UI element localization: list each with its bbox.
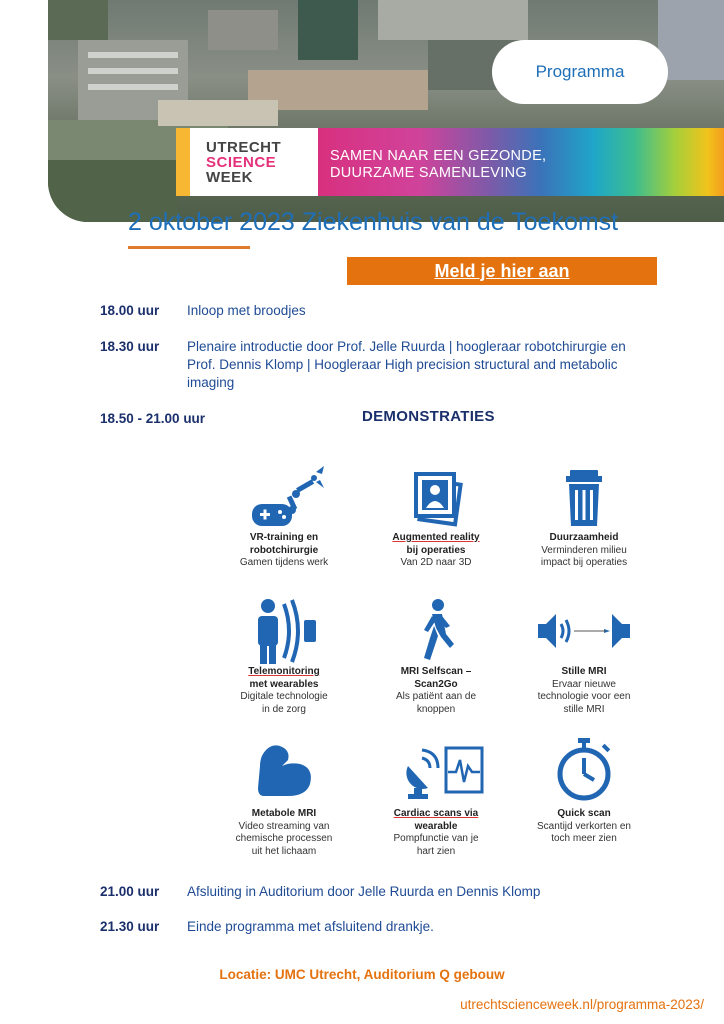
schedule-desc: Einde programma met afsluitend drankje. xyxy=(187,919,434,934)
schedule-time: 21.00 uur xyxy=(100,884,160,899)
robot-arm-gamepad-icon xyxy=(244,464,324,532)
demo-name: Cardiac scans via xyxy=(393,808,479,819)
demo-item xyxy=(366,596,506,716)
demo-item xyxy=(214,464,354,570)
demo-name: wearable xyxy=(414,820,458,832)
schedule-time: 18.30 uur xyxy=(100,339,160,354)
demo-desc: Digitale technologie xyxy=(240,691,328,702)
trash-bin-icon xyxy=(544,464,624,532)
demo-desc: uit het lichaam xyxy=(251,845,317,857)
demo-item xyxy=(514,464,654,570)
page-title: 2 oktober 2023 Ziekenhuis van de Toekomst xyxy=(128,208,619,236)
usw-logo xyxy=(176,128,318,196)
location-text: Locatie: UMC Utrecht, Auditorium Q gebouw xyxy=(219,967,505,982)
demo-desc: technologie voor een xyxy=(537,691,631,702)
demo-name: bij operaties xyxy=(406,544,466,556)
demo-item xyxy=(214,596,354,716)
demo-desc: knoppen xyxy=(416,703,456,715)
programma-badge xyxy=(492,40,668,104)
demo-name: VR-training en xyxy=(249,532,319,543)
demo-name: Augmented reality xyxy=(392,532,480,543)
demo-desc: Van 2D naar 3D xyxy=(400,557,472,568)
demo-name: met wearables xyxy=(249,678,319,690)
demonstraties-heading: DEMONSTRATIES xyxy=(362,408,495,425)
demo-desc: toch meer zien xyxy=(551,833,617,844)
demo-desc: hart zien xyxy=(416,845,456,857)
demo-name: Telemonitoring xyxy=(248,666,320,677)
speaker-to-mute-icon xyxy=(534,596,634,666)
demo-desc: Ervaar nieuwe xyxy=(552,678,616,690)
slogan-line-2: DUURZAME SAMENLEVING xyxy=(330,165,527,181)
demo-desc: Scantijd verkorten en xyxy=(537,820,631,832)
demo-name: Quick scan xyxy=(557,808,611,819)
demo-item xyxy=(514,736,654,846)
demo-desc: chemische processen xyxy=(235,833,333,844)
logo-line-3: WEEK xyxy=(206,168,253,186)
person-signal-phone-icon xyxy=(244,596,324,666)
demo-name: Duurzaamheid xyxy=(549,532,619,543)
demo-name: MRI Selfscan – xyxy=(400,666,472,677)
slogan xyxy=(318,128,724,196)
title-underline xyxy=(128,246,250,249)
demo-item xyxy=(214,736,354,858)
photo-stack-icon xyxy=(396,464,476,532)
schedule-desc: Inloop met broodjes xyxy=(187,303,306,318)
register-link[interactable]: Meld je hier aan xyxy=(347,257,657,285)
demo-desc: impact bij operaties xyxy=(540,557,628,568)
demo-name: robotchirurgie xyxy=(249,544,319,556)
demo-name: Scan2Go xyxy=(414,678,458,690)
demo-name: Metabole MRI xyxy=(251,808,317,819)
schedule-desc: Afsluiting in Auditorium door Jelle Ruurda en Dennis Klomp xyxy=(187,884,541,899)
demo-item xyxy=(514,596,654,716)
schedule-desc: Plenaire introductie door Prof. Jelle Ruurda | hoogleraar robotchirurgie en Prof. Dennis Klomp | Hoogleraar High precision structural and metabolic imaging xyxy=(187,339,626,390)
demo-desc: Als patiënt aan de xyxy=(395,691,477,702)
satellite-heartbeat-icon xyxy=(386,736,486,808)
schedule-time: 18.50 - 21.00 uur xyxy=(100,411,206,426)
slogan-line-1: SAMEN NAAR EEN GEZONDE, xyxy=(330,148,547,164)
logo-line-2: SCIENCE xyxy=(206,153,277,171)
flexed-arm-icon xyxy=(244,736,324,808)
demo-item xyxy=(366,736,506,858)
brand-banner xyxy=(176,128,724,196)
program-url-link[interactable]: utrechtscienceweek.nl/programma-2023/ xyxy=(460,997,704,1012)
programma-label: Programma xyxy=(535,62,625,81)
logo-line-1: UTRECHT xyxy=(206,138,282,156)
schedule-time: 21.30 uur xyxy=(100,919,160,934)
schedule-time: 18.00 uur xyxy=(100,303,160,318)
demo-name: Stille MRI xyxy=(561,666,607,677)
demo-desc: Video streaming van xyxy=(238,820,330,832)
demo-desc: Pompfunctie van je xyxy=(393,833,479,844)
demo-desc: Verminderen milieu xyxy=(541,544,627,556)
demo-item xyxy=(366,464,506,570)
stopwatch-icon xyxy=(544,736,624,808)
walking-person-icon xyxy=(396,596,476,666)
demo-desc: Gamen tijdens werk xyxy=(239,557,329,568)
demo-desc: in de zorg xyxy=(262,703,306,715)
demo-desc: stille MRI xyxy=(563,703,605,715)
